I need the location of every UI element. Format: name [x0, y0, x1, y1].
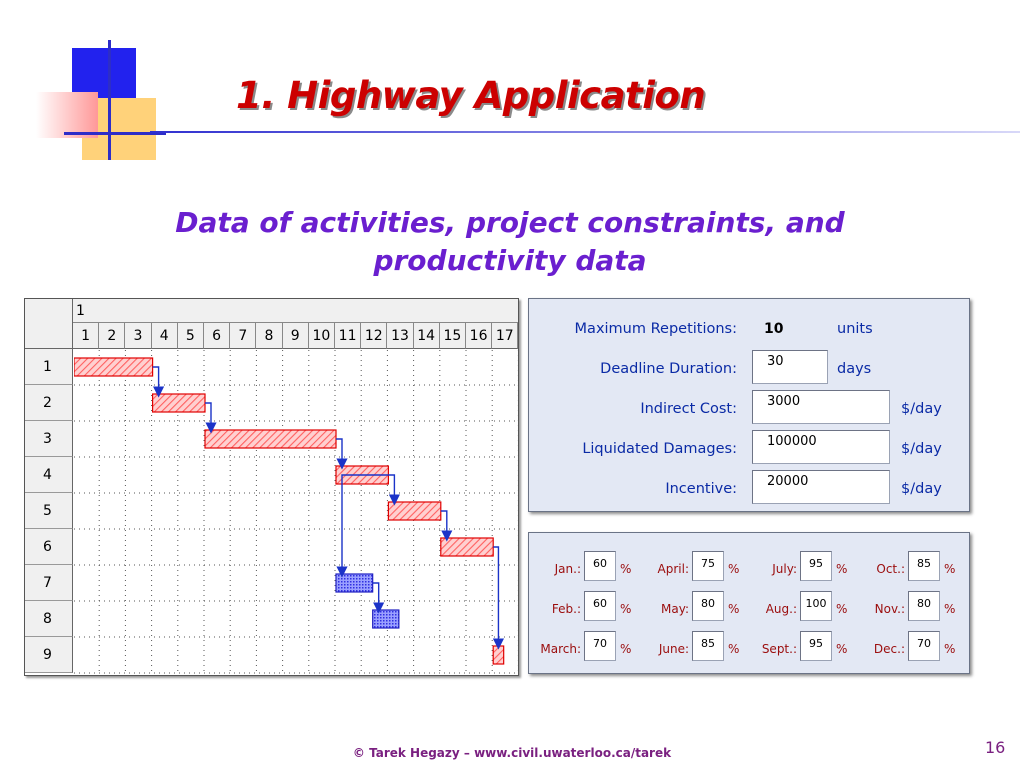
- incentive-label: Incentive:: [665, 481, 737, 497]
- month-label: July:: [772, 562, 797, 576]
- month-label: Jan.:: [554, 562, 581, 576]
- activity-row-header: 3: [25, 421, 73, 457]
- month-label: Nov.:: [874, 602, 905, 616]
- day-header-cell: 2: [99, 323, 125, 349]
- productivity-panel: [528, 532, 970, 674]
- slide-footer: © Tarek Hegazy – www.civil.uwaterloo.ca/tarek: [352, 746, 672, 760]
- dependency-link: [153, 367, 159, 392]
- month-productivity-input[interactable]: 100: [800, 591, 832, 621]
- day-header-cell: 10: [309, 323, 335, 349]
- deadline-label: Deadline Duration:: [600, 361, 737, 377]
- activity-row-header: 9: [25, 637, 73, 673]
- month-label: May:: [661, 602, 689, 616]
- month-productivity-input[interactable]: 95: [800, 631, 832, 661]
- day-header-cell: 12: [361, 323, 387, 349]
- max-repetitions-unit: units: [837, 321, 873, 337]
- percent-sign: %: [728, 602, 740, 616]
- day-header-cell: 6: [204, 323, 230, 349]
- day-header-cell: 13: [387, 323, 413, 349]
- day-header-cell: 4: [152, 323, 178, 349]
- subtitle-line-1: Data of activities, project constraints, and: [175, 206, 845, 239]
- activity-row-header: 4: [25, 457, 73, 493]
- title-underline: [150, 131, 1020, 133]
- month-productivity-input[interactable]: 60: [584, 591, 616, 621]
- day-header-cell: 1: [73, 323, 99, 349]
- month-label: Aug.:: [765, 602, 797, 616]
- month-productivity-input[interactable]: 80: [692, 591, 724, 621]
- gantt-week-header: [73, 299, 519, 323]
- constraints-panel: [528, 298, 970, 512]
- month-label: Dec.:: [873, 642, 905, 656]
- percent-sign: %: [620, 642, 632, 656]
- dependency-link: [205, 403, 211, 428]
- slide-logo: [36, 40, 166, 160]
- percent-sign: %: [944, 562, 956, 576]
- dependency-link: [373, 583, 379, 608]
- month-label: Sept.:: [761, 642, 797, 656]
- deadline-input[interactable]: 30: [752, 350, 828, 384]
- indirect-cost-unit: $/day: [901, 401, 942, 417]
- month-productivity-input[interactable]: 85: [908, 551, 940, 581]
- activity-bar-6: [441, 538, 493, 556]
- activity-row-header: 2: [25, 385, 73, 421]
- month-productivity-input[interactable]: 60: [584, 551, 616, 581]
- percent-sign: %: [836, 602, 848, 616]
- activity-bar-9: [493, 646, 503, 664]
- activity-bar-2: [153, 394, 205, 412]
- indirect-cost-label: Indirect Cost:: [640, 401, 737, 417]
- liquidated-damages-unit: $/day: [901, 441, 942, 457]
- indirect-cost-input[interactable]: 3000: [752, 390, 890, 424]
- activity-bar-7: [336, 574, 373, 592]
- dependency-link: [342, 475, 388, 572]
- month-productivity-input[interactable]: 85: [692, 631, 724, 661]
- liquidated-damages-input[interactable]: 100000: [752, 430, 890, 464]
- day-header-cell: 8: [256, 323, 282, 349]
- activity-bar-5: [388, 502, 440, 520]
- gantt-chart: [24, 298, 519, 676]
- activity-row-header: 6: [25, 529, 73, 565]
- dependency-link: [441, 511, 447, 536]
- day-header-cell: 15: [440, 323, 466, 349]
- activity-row-header: 8: [25, 601, 73, 637]
- activity-row-header: 1: [25, 349, 73, 385]
- month-productivity-input[interactable]: 70: [584, 631, 616, 661]
- page-number: 16: [985, 738, 1006, 757]
- liquidated-damages-label: Liquidated Damages:: [582, 441, 737, 457]
- day-header-cell: 9: [283, 323, 309, 349]
- subtitle-line-2: productivity data: [373, 244, 647, 277]
- gantt-corner: [25, 299, 73, 349]
- activity-row-header: 5: [25, 493, 73, 529]
- incentive-input[interactable]: 20000: [752, 470, 890, 504]
- percent-sign: %: [944, 642, 956, 656]
- activity-row-header: 7: [25, 565, 73, 601]
- activity-bar-3: [205, 430, 336, 448]
- slide-subtitle: [110, 204, 910, 280]
- month-label: Oct.:: [876, 562, 905, 576]
- activity-bar-1: [74, 358, 153, 376]
- percent-sign: %: [836, 562, 848, 576]
- activity-bar-8: [373, 610, 399, 628]
- percent-sign: %: [944, 602, 956, 616]
- max-repetitions-label: Maximum Repetitions:: [574, 321, 737, 337]
- day-header-cell: 7: [230, 323, 256, 349]
- day-header-cell: 11: [335, 323, 361, 349]
- day-header-cell: 17: [492, 323, 518, 349]
- percent-sign: %: [620, 562, 632, 576]
- month-label: June:: [658, 642, 689, 656]
- month-productivity-input[interactable]: 75: [692, 551, 724, 581]
- dependency-link: [388, 475, 394, 500]
- incentive-unit: $/day: [901, 481, 942, 497]
- dependency-link: [336, 439, 342, 464]
- day-header-cell: 16: [466, 323, 492, 349]
- month-label: Feb.:: [551, 602, 581, 616]
- month-productivity-input[interactable]: 80: [908, 591, 940, 621]
- month-label: March:: [540, 642, 581, 656]
- month-label: April:: [657, 562, 689, 576]
- day-header-cell: 14: [414, 323, 440, 349]
- max-repetitions-value: 10: [764, 321, 784, 337]
- week-label: 1: [76, 302, 85, 319]
- month-productivity-input[interactable]: 70: [908, 631, 940, 661]
- slide-title: 1. Highway Application: [236, 74, 706, 117]
- percent-sign: %: [728, 562, 740, 576]
- gantt-grid: [74, 350, 518, 675]
- percent-sign: %: [728, 642, 740, 656]
- percent-sign: %: [836, 642, 848, 656]
- dependency-link: [493, 547, 498, 644]
- percent-sign: %: [620, 602, 632, 616]
- day-header-cell: 3: [125, 323, 151, 349]
- deadline-unit: days: [837, 361, 872, 377]
- day-header-cell: 5: [178, 323, 204, 349]
- month-productivity-input[interactable]: 95: [800, 551, 832, 581]
